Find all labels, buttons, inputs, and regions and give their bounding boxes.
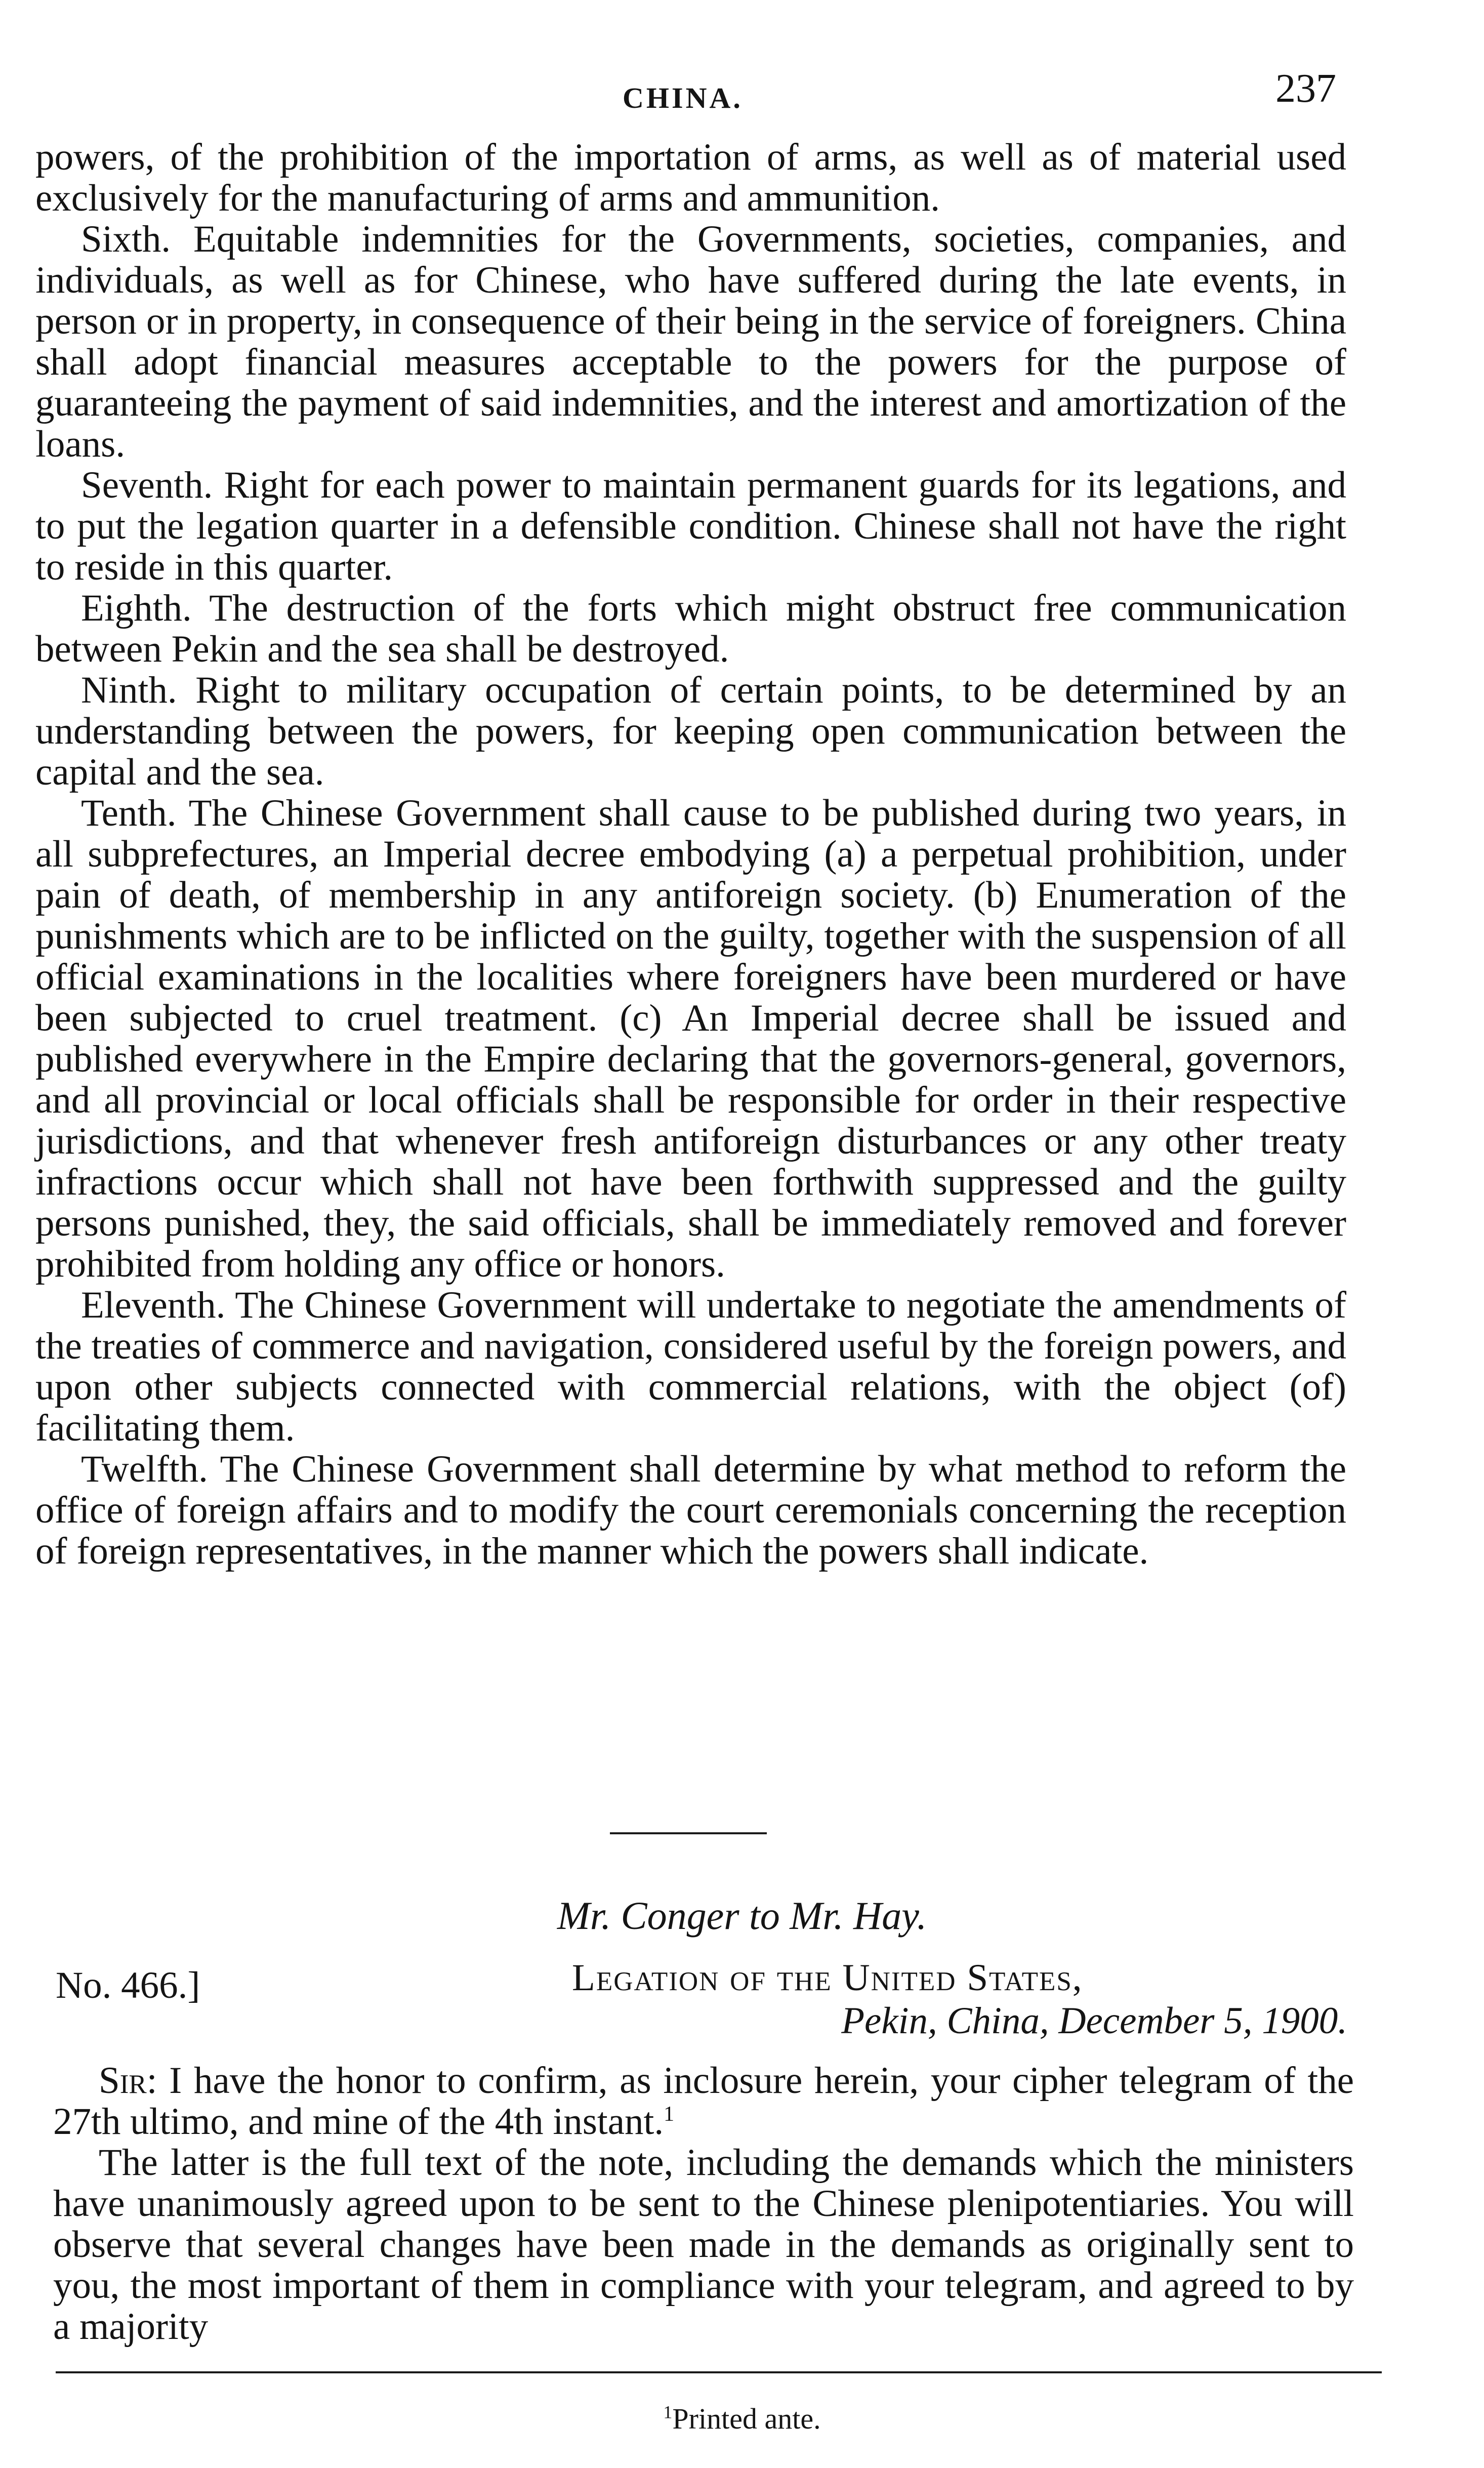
letter-salutation: Sir: xyxy=(99,2060,157,2102)
page-number: 237 xyxy=(1275,66,1336,111)
footnote-divider xyxy=(56,2371,1382,2373)
running-head xyxy=(0,66,1484,114)
letter-paragraph-1-text: I have the honor to confirm, as inclosure herein, your cipher telegram of the 27th ultimo, and mine of the 4th instant. xyxy=(53,2060,1354,2143)
letter-number: No. 466.] xyxy=(56,1964,200,2006)
paragraph-tenth: Tenth. The Chinese Government shall cause to be published during two years, in all subprefectures, an Imperial decree embodying (a) a perpetual prohibition, under pain of death, of membership in any antiforeign society. (b) Enumeration of the punishments which are to be inflicted on the guilty, together with the suspension of all official examinations in the localities where foreigners have been murdered or have been subjected to cruel treatment. (c) An Imperial decree shall be issued and published everywhere in the Empire declaring that the governors-general, governors, and all provincial or local officials shall be responsible for order in their respective jurisdictions, and that whenever fresh antiforeign disturbances or any other treaty infractions occur which shall not have been forthwith suppressed and the guilty persons punished, they, the said officials, shall be immediately removed and forever prohibited from holding any office or honors. xyxy=(35,792,1346,1285)
footnote-text: Printed ante. xyxy=(672,2402,821,2435)
footnote-reference: 1 xyxy=(664,2103,675,2126)
paragraph-eleventh: Eleventh. The Chinese Government will undertake to negotiate the amendments of the treaties of commerce and navigation, considered useful by the foreign powers, and upon other subjects connected with commercial relations, with the object (of) facilitating them. xyxy=(35,1284,1346,1449)
treaty-demands-text xyxy=(35,137,1346,1572)
paragraph-sixth: Sixth. Equitable indemnities for the Governments, societies, companies, and individuals, as well as for Chinese, who have suffered during the late events, in person or in property, in consequence of their being in the service of foreigners. China shall adopt financial measures acceptable to the powers for the purpose of guaranteeing the payment of said indemnities, and the interest and amortization of the loans. xyxy=(35,218,1346,465)
paragraph-eighth: Eighth. The destruction of the forts which might obstruct free communication between Pekin and the sea shall be destroyed. xyxy=(35,587,1346,670)
footnote xyxy=(0,2402,1484,2436)
letter-paragraph-1 xyxy=(53,2060,1354,2142)
letter-body xyxy=(53,2060,1354,2347)
paragraph-continued: powers, of the prohibition of the importation of arms, as well as of material used exclusively for the manufacturing of arms and ammunition. xyxy=(35,136,1346,219)
letter-legation: Legation of the United States, xyxy=(572,1957,1083,1999)
paragraph-seventh: Seventh. Right for each power to maintain permanent guards for its legations, and to put the legation quarter in a defensible condition. Chinese shall not have the right to reside in this quarter. xyxy=(35,464,1346,588)
letter-paragraph-2: The latter is the full text of the note, including the demands which the ministers have unanimously agreed upon to be sent to the Chinese plenipotentiaries. You will observe that several changes have been made in the demands as originally sent to you, the most important of them in compliance with your telegram, and agreed to by a majority xyxy=(53,2142,1354,2348)
paragraph-twelfth: Twelfth. The Chinese Government shall determine by what method to reform the office of foreign affairs and to modify the court ceremonials concerning the reception of foreign representatives, in the manner which the powers shall indicate. xyxy=(35,1448,1346,1572)
letter-place-date: Pekin, China, December 5, 1900. xyxy=(841,2000,1347,2042)
running-title: CHINA. xyxy=(623,81,743,114)
footnote-mark: 1 xyxy=(663,2402,673,2422)
section-divider xyxy=(610,1832,767,1834)
letter-heading: Mr. Conger to Mr. Hay. xyxy=(557,1894,927,1938)
paragraph-ninth: Ninth. Right to military occupation of certain points, to be determined by an understanding between the powers, for keeping open communication between the capital and the sea. xyxy=(35,669,1346,793)
